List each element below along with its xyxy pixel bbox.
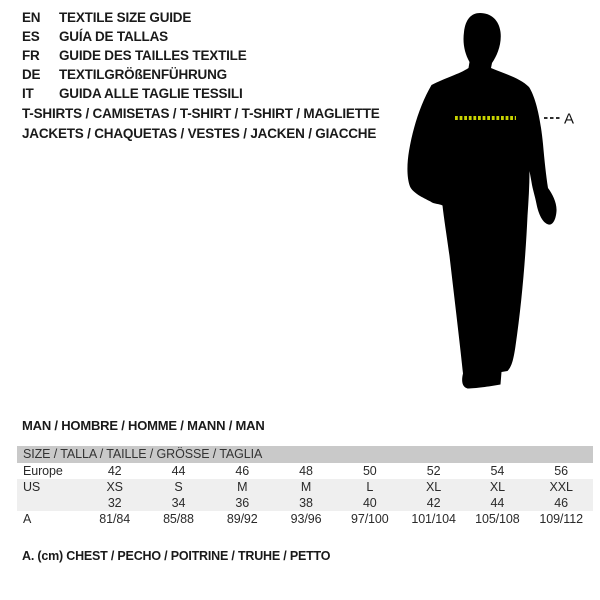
table-cell: 48 [299,464,313,478]
language-label: GUÍA DE TALLAS [59,29,168,44]
table-cell: 93/96 [290,512,322,526]
measurement-legend: A. (cm) CHEST / PECHO / POITRINE / TRUHE / PETTO [22,549,331,563]
language-row [22,27,247,46]
table-cell: 50 [362,464,377,478]
table-cell: 44 [490,496,505,510]
table-cell: 109/112 [539,512,583,526]
table-cell: 89/92 [226,512,258,526]
man-silhouette-shape [407,13,556,389]
language-row [22,46,247,65]
table-cell: 85/88 [163,512,194,526]
section-title-man: MAN / HOMBRE / HOMME / MANN / MAN [22,418,265,433]
table-cell: 54 [490,464,505,478]
table-cell: XL [426,480,442,494]
table-cell: 36 [235,496,250,510]
size-table-header: SIZE / TALLA / TAILLE / GRÖSSE / TAGLIA [17,446,593,463]
table-cell: 105/108 [475,512,520,526]
language-code: FR [22,48,40,63]
table-cell: 97/100 [350,512,389,526]
table-row-us [17,479,593,495]
table-cell: M [300,480,312,494]
table-cell: 32 [107,496,122,510]
table-cell: 44 [171,464,186,478]
table-cell: 34 [171,496,186,510]
row-label: US [23,480,41,494]
table-cell: L [366,480,374,494]
language-row [22,8,247,27]
language-label: GUIDA ALLE TAGLIE TESSILI [59,86,243,101]
table-row-chest-a [17,511,593,527]
language-code: DE [22,67,41,82]
language-row [22,84,247,103]
language-list [22,8,247,103]
language-row [22,65,247,84]
measure-label-a: A [564,110,575,128]
language-label: TEXTILGRÖßENFÜHRUNG [59,67,227,82]
man-silhouette-figure [395,5,600,397]
table-cell: M [237,480,248,494]
table-cell: 81/84 [99,512,131,526]
table-cell: 38 [299,496,313,510]
category-jackets: JACKETS / CHAQUETAS / VESTES / JACKEN / GIACCHE [22,126,377,141]
table-row-europe [17,463,593,479]
language-label: TEXTILE SIZE GUIDE [59,10,192,25]
table-cell: 101/104 [411,512,456,526]
table-cell: 46 [554,496,569,510]
language-code: EN [22,10,41,25]
table-cell: 46 [235,464,250,478]
table-cell: S [174,480,183,494]
table-cell: 52 [426,464,441,478]
row-label: A [23,512,32,526]
language-code: ES [22,29,40,44]
table-row-us-numeric [17,495,593,511]
category-list [22,104,380,144]
table-cell: 40 [362,496,377,510]
row-label [17,495,83,511]
table-cell: 42 [426,496,441,510]
table-cell: XS [106,480,123,494]
row-label: Europe [23,464,63,478]
table-cell: XL [489,480,505,494]
size-table [17,446,593,527]
language-code: IT [22,86,34,101]
table-cell: 56 [554,464,569,478]
table-cell: XXL [549,480,573,494]
category-tshirts: T-SHIRTS / CAMISETAS / T-SHIRT / T-SHIRT / MAGLIETTE [22,106,380,121]
language-label: GUIDE DES TAILLES TEXTILE [59,48,247,63]
table-cell: 42 [107,464,122,478]
